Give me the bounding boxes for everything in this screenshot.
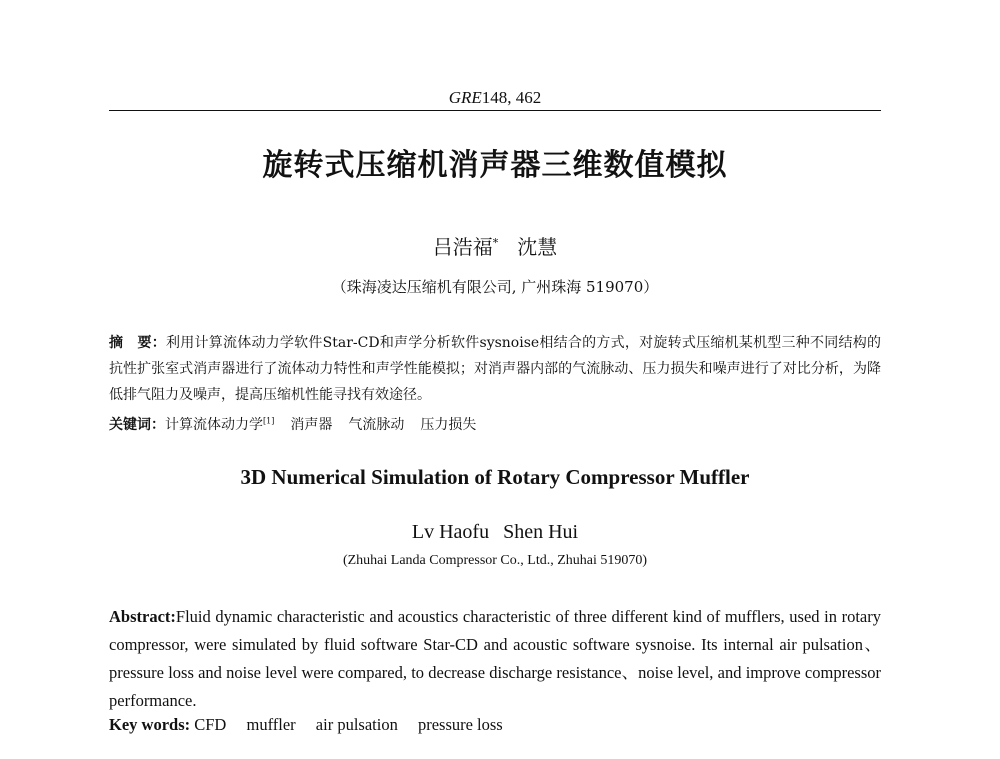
header-rule [109, 110, 881, 111]
author-en-1: Lv Haofu [411, 521, 490, 543]
keywords-chinese [109, 414, 881, 434]
author-en-2: Shen Hui [503, 521, 579, 543]
keyword-cn-1: 计算流体动力学[1] [165, 416, 275, 433]
keyword-cn-4: 压力损失 [420, 417, 477, 433]
keyword-en-4: pressure loss [417, 715, 503, 734]
author-cn-1: 吕浩福 [432, 235, 493, 259]
keyword-en-3: air pulsation [315, 715, 398, 734]
keywords-cn-label: 关键词： [109, 417, 165, 433]
abstract-en-text: Fluid dynamic characteristic and acoustics characteristic of three different kind of mufflers, used in rotary compressor, were simulated by fluid software Star-CD and acoustic software sysnoise. Its internal air pulsation、pressure loss and noise level were compared, to decrease discharge resistance、noise level, and improve compressor performance. [109, 607, 881, 710]
corresponding-mark: * [492, 236, 499, 250]
keyword-en-1: CFD [194, 715, 227, 734]
keywords-english [109, 715, 881, 735]
title-chinese: 旋转式压缩机消声器三维数值模拟 [262, 148, 728, 183]
abstract-chinese [109, 330, 881, 408]
affiliation-chinese: （珠海凌达压缩机有限公司, 广州珠海 519070） [331, 278, 659, 296]
abstract-cn-text: 利用计算流体动力学软件Star-CD和声学分析软件sysnoise相结合的方式，对旋转式压缩机某机型三种不同结构的抗性扩张室式消声器进行了流体动力特性和声学性能模拟；对消声器内部的气流脉动、压力损失和噪声进行了对比分析，为降低排气阻力及噪声，提高压缩机性能寻找有效途径。 [109, 335, 882, 403]
reference-mark: [1] [263, 416, 275, 426]
abstract-cn-label: 摘 要： [109, 335, 166, 351]
keyword-cn-2: 消声器 [290, 417, 333, 433]
author-cn-2: 沈慧 [517, 235, 558, 259]
title-english: 3D Numerical Simulation of Rotary Compressor Muffler [240, 465, 750, 489]
authors-english [0, 521, 990, 544]
affiliation-english: (Zhuhai Landa Compressor Co., Ltd., Zhuhai 519070) [342, 553, 648, 568]
classification-number [0, 88, 990, 108]
keyword-en-2: muffler [246, 715, 296, 734]
abstract-en-label: Abstract: [109, 607, 176, 626]
authors-chinese [0, 231, 990, 260]
keyword-cn-3: 气流脉动 [348, 417, 405, 433]
classification-numbers: 148, 462 [481, 88, 542, 107]
classification-prefix: GRE [448, 88, 482, 107]
keywords-en-label: Key words: [109, 715, 191, 734]
abstract-english [109, 603, 881, 715]
